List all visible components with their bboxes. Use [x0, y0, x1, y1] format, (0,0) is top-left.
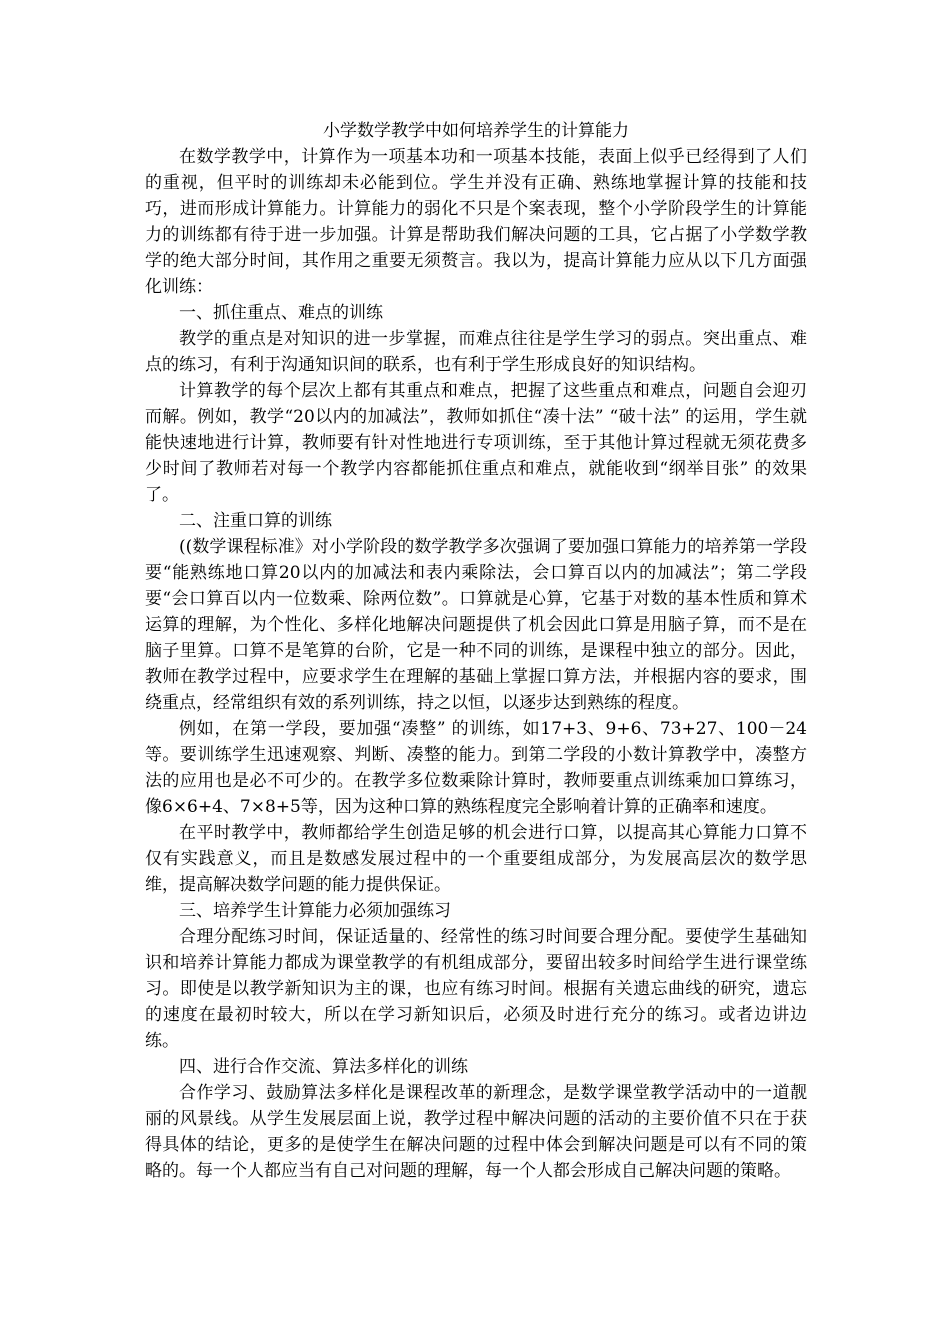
section-2-paragraph-3: 在平时教学中，教师都给学生创造足够的机会进行口算，以提高其心算能力口算不仅有实践意义，而且是数感发展过程中的一个重要组成部分，为发展高层次的数学思维，提高解决数学问题的能力提供保证。: [145, 823, 807, 895]
section-1-paragraph-1: 教学的重点是对知识的进一步掌握，而难点往往是学生学习的弱点。突出重点、难点的练习，有利于沟通知识间的联系，也有利于学生形成良好的知识结构。: [145, 329, 807, 375]
section-3-heading: 三、培养学生计算能力必须加强练习: [179, 901, 451, 921]
section-2-heading: 二、注重口算的训练: [179, 511, 332, 531]
section-1-paragraph-2: 计算教学的每个层次上都有其重点和难点，把握了这些重点和难点，问题自会迎刃而解。例如，教学“20以内的加减法”，教师如抓住“凑十法” “破十法” 的运用，学生就能快速地进行计算，教师要有针对性地进行专项训练，至于其他计算过程就无须花费多少时间了教师若对每一个教学内容都能抓住重点和难点，就能收到“纲举目张” 的效果了。: [145, 381, 807, 505]
section-4-paragraph-1: 合作学习、鼓励算法多样化是课程改革的新理念，是数学课堂教学活动中的一道靓丽的风景线。从学生发展层面上说，教学过程中解决问题的活动的主要价值不只在于获得具体的结论，更多的是使学生在解决问题的过程中体会到解决问题是可以有不同的策略的。每一个人都应当有自己对问题的理解，每一个人都会形成自己解决问题的策略。: [145, 1083, 807, 1181]
section-3-paragraph-1: 合理分配练习时间，保证适量的、经常性的练习时间要合理分配。要使学生基础知识和培养计算能力都成为课堂教学的有机组成部分，要留出较多时间给学生进行课堂练习。即使是以教学新知识为主的课，也应有练习时间。根据有关遗忘曲线的研究，遗忘的速度在最初时较大，所以在学习新知识后，必须及时进行充分的练习。或者边讲边练。: [145, 927, 807, 1051]
section-2-paragraph-1: ((数学课程标准》对小学阶段的数学教学多次强调了要加强口算能力的培养第一学段要“能熟练地口算20以内的加减法和表内乘除法，会口算百以内的加减法”；第二学段要“会口算百以内一位数乘、除两位数”。口算就是心算，它基于对数的基本性质和算术运算的理解，为个性化、多样化地解决问题提供了机会因此口算是用脑子算，而不是在脑子里算。口算不是笔算的台阶，它是一种不同的训练，是课程中独立的部分。因此，教师在教学过程中，应要求学生在理解的基础上掌握口算方法，并根据内容的要求，围绕重点，经常组织有效的系列训练，持之以恒，以逐步达到熟练的程度。: [145, 537, 807, 713]
intro-paragraph: 在数学教学中，计算作为一项基本功和一项基本技能，表面上似乎已经得到了人们的重视，但平时的训练却未必能到位。学生并没有正确、熟练地掌握计算的技能和技巧，进而形成计算能力。计算能力的弱化不只是个案表现，整个小学阶段学生的计算能力的训练都有待于进一步加强。计算是帮助我们解决问题的工具，它占据了小学数学教学的绝大部分时间，其作用之重要无须赘言。我以为，提高计算能力应从以下几方面强化训练：: [145, 147, 807, 297]
section-2-paragraph-2: 例如，在第一学段，要加强“凑整” 的训练，如17+3、9+6、73+27、100－24等。要训练学生迅速观察、判断、凑整的能力。到第二学段的小数计算教学中，凑整方法的应用也是必不可少的。在教学多位数乘除计算时，教师要重点训练乘加口算练习，像6×6+4、7×8+5等，因为这种口算的熟练程度完全影响着计算的正确率和速度。: [145, 719, 807, 817]
section-1-heading: 一、抓住重点、难点的训练: [179, 303, 383, 323]
document-title: 小学数学教学中如何培养学生的计算能力: [323, 121, 629, 141]
section-4-heading: 四、进行合作交流、算法多样化的训练: [179, 1057, 468, 1077]
document-body: [145, 118, 807, 1184]
